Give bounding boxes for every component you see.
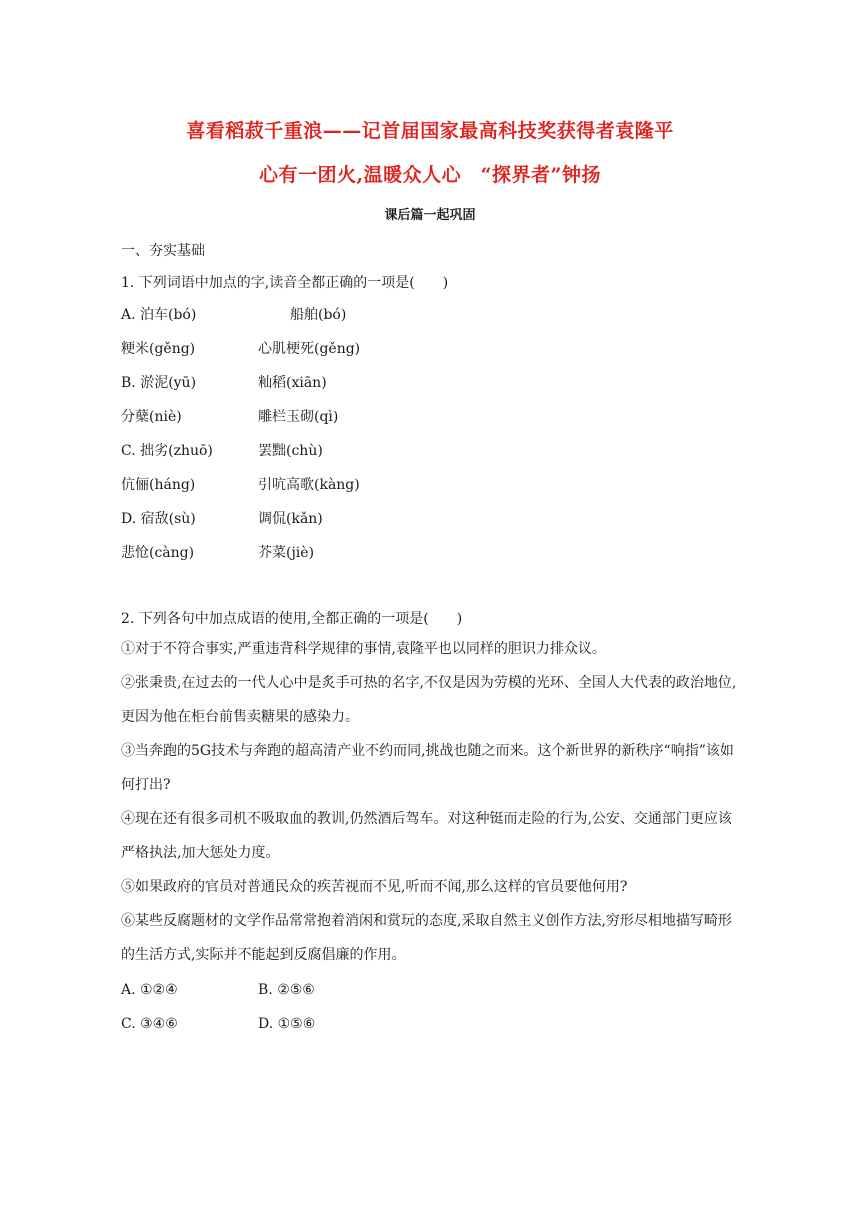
q1-option-a-word2: 船舶(bó): [290, 307, 347, 323]
q1-option-b-word3: 分蘖(niè): [121, 409, 182, 425]
q1-option-d-word2: 调侃(kǎn): [258, 511, 323, 527]
question-1-stem: 1. 下列词语中加点的字,读音全都正确的一项是( ): [121, 275, 449, 291]
q2-sentence-1: ①对于不符合事实,严重违背科学规律的事情,袁隆平也以同样的胆识力排众议。: [121, 641, 606, 657]
section-label: 课后篇一起巩固: [384, 208, 476, 223]
q1-option-c-word3: 伉俪(háng): [121, 477, 196, 493]
q1-option-b-word4: 雕栏玉砌(qì): [258, 409, 339, 425]
q1-option-c-word1: C. 拙劣(zhuō): [121, 443, 213, 459]
q2-choice-c: C. ③④⑥: [121, 1016, 178, 1032]
q2-choice-a: A. ①②④: [121, 982, 178, 998]
q2-sentence-5: ⑤如果政府的官员对普通民众的疾苦视而不见,听而不闻,那么这样的官员要他何用?: [121, 879, 628, 895]
q1-option-b-word1: B. 淤泥(yū): [121, 375, 197, 391]
q1-option-d-word1: D. 宿敌(sù): [121, 511, 196, 527]
q1-option-b-word2: 籼稻(xiān): [258, 375, 327, 391]
q2-sentence-6: ⑥某些反腐题材的文学作品常常抱着消闲和赏玩的态度,采取自然主义创作方法,穷形尽相地描写畸形的生活方式,实际并不能起到反腐倡廉的作用。: [121, 913, 732, 963]
q1-option-a-word4: 心肌梗死(gěng): [258, 341, 361, 357]
document-subtitle-title: 心有一团火,温暖众人心 “探界者”钟扬: [259, 164, 601, 186]
q1-option-c-word2: 罢黜(chù): [258, 443, 323, 459]
section-heading: 一、夯实基础: [121, 243, 205, 259]
q1-option-d-word4: 芥菜(jiè): [258, 545, 315, 561]
document-title: 喜看稻菽千重浪——记首届国家最高科技奖获得者袁隆平: [186, 120, 674, 142]
q2-sentence-2: ②张秉贵,在过去的一代人心中是炙手可热的名字,不仅是因为劳模的光环、全国人大代表的政治地位,更因为他在柜台前售卖糖果的感染力。: [121, 675, 737, 725]
q1-option-a-word3: 粳米(gěng): [121, 341, 196, 357]
question-2-stem: 2. 下列各句中加点成语的使用,全都正确的一项是( ): [121, 611, 463, 627]
q1-option-c-word4: 引吭高歌(kàng): [258, 477, 360, 493]
q2-sentence-3: ③当奔跑的5G技术与奔跑的超高清产业不约而同,挑战也随之而来。这个新世界的新秩序“响指”该如何打出?: [121, 743, 734, 793]
q2-choice-d: D. ①⑤⑥: [258, 1016, 316, 1032]
q1-option-a-word1: A. 泊车(bó): [121, 307, 197, 323]
q1-option-d-word3: 悲怆(càng): [121, 545, 195, 561]
q2-choice-b: B. ②⑤⑥: [258, 982, 315, 998]
q2-sentence-4: ④现在还有很多司机不吸取血的教训,仍然酒后驾车。对这种铤而走险的行为,公安、交通部门更应该严格执法,加大惩处力度。: [121, 811, 732, 861]
